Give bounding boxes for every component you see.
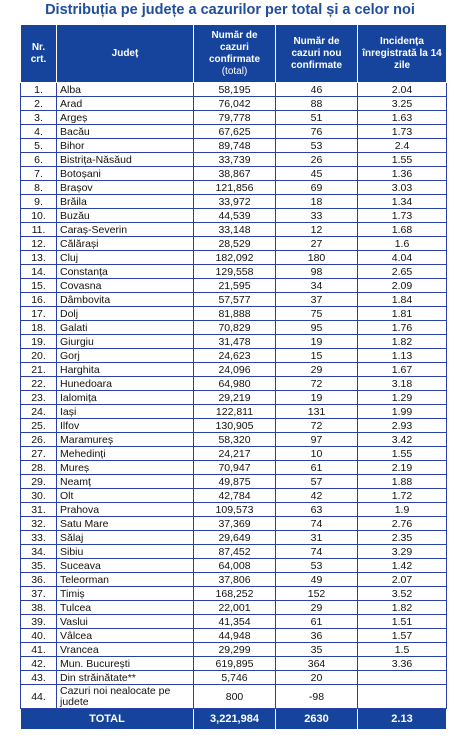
- row-judet: Iași: [57, 405, 194, 419]
- row-nr: 42.: [21, 657, 57, 671]
- table-header-row: [21, 25, 447, 83]
- row-confirmate: 24,096: [194, 363, 276, 377]
- row-noi: 42: [276, 489, 358, 503]
- table-row: [21, 671, 447, 685]
- table-row: [21, 475, 447, 489]
- row-nr: 16.: [21, 293, 57, 307]
- table-row: [21, 643, 447, 657]
- header-confirmate-label: Număr de cazuri confirmate: [208, 29, 261, 65]
- row-confirmate: 24,623: [194, 349, 276, 363]
- table-row: [21, 657, 447, 671]
- row-noi: 74: [276, 517, 358, 531]
- row-incidenta: [358, 671, 447, 685]
- row-noi: 74: [276, 545, 358, 559]
- row-judet: Maramureș: [57, 433, 194, 447]
- row-judet: Olt: [57, 489, 194, 503]
- row-confirmate: 24,217: [194, 447, 276, 461]
- row-noi: 45: [276, 167, 358, 181]
- table-row: [21, 517, 447, 531]
- table-row: [21, 321, 447, 335]
- row-noi: 29: [276, 363, 358, 377]
- row-noi: 37: [276, 293, 358, 307]
- row-judet: Brăila: [57, 195, 194, 209]
- row-incidenta: 1.9: [358, 503, 447, 517]
- row-judet: Covasna: [57, 279, 194, 293]
- row-judet: Dolj: [57, 307, 194, 321]
- row-incidenta: 1.73: [358, 125, 447, 139]
- row-nr: 7.: [21, 167, 57, 181]
- row-noi: 29: [276, 601, 358, 615]
- row-confirmate: 33,739: [194, 153, 276, 167]
- row-noi: 53: [276, 559, 358, 573]
- row-incidenta: 1.6: [358, 237, 447, 251]
- row-confirmate: 29,649: [194, 531, 276, 545]
- row-noi: 180: [276, 251, 358, 265]
- row-confirmate: 44,948: [194, 629, 276, 643]
- row-noi: 18: [276, 195, 358, 209]
- row-noi: 57: [276, 475, 358, 489]
- table-row: [21, 209, 447, 223]
- row-judet: Neamț: [57, 475, 194, 489]
- table-row: [21, 447, 447, 461]
- table-row: [21, 405, 447, 419]
- row-incidenta: 1.34: [358, 195, 447, 209]
- table-row: [21, 223, 447, 237]
- row-confirmate: 87,452: [194, 545, 276, 559]
- table-row: [21, 265, 447, 279]
- row-incidenta: 1.88: [358, 475, 447, 489]
- row-noi: 364: [276, 657, 358, 671]
- row-confirmate: 182,092: [194, 251, 276, 265]
- row-nr: 28.: [21, 461, 57, 475]
- row-judet: Suceava: [57, 559, 194, 573]
- row-incidenta: 2.76: [358, 517, 447, 531]
- row-incidenta: 1.57: [358, 629, 447, 643]
- row-nr: 3.: [21, 111, 57, 125]
- row-incidenta: 1.99: [358, 405, 447, 419]
- row-noi: 34: [276, 279, 358, 293]
- row-confirmate: 168,252: [194, 587, 276, 601]
- table-row: [21, 237, 447, 251]
- row-judet: Constanța: [57, 265, 194, 279]
- row-confirmate: 76,042: [194, 97, 276, 111]
- row-incidenta: [358, 685, 447, 709]
- table-row: [21, 111, 447, 125]
- row-judet: Cazuri noi nealocate pe judete: [57, 685, 194, 709]
- row-confirmate: 42,784: [194, 489, 276, 503]
- table-row: [21, 153, 447, 167]
- row-nr: 29.: [21, 475, 57, 489]
- row-judet: Mehedinți: [57, 447, 194, 461]
- row-incidenta: 1.82: [358, 335, 447, 349]
- row-nr: 18.: [21, 321, 57, 335]
- row-confirmate: 81,888: [194, 307, 276, 321]
- row-noi: 27: [276, 237, 358, 251]
- row-incidenta: 1.63: [358, 111, 447, 125]
- row-incidenta: 1.81: [358, 307, 447, 321]
- table-row: [21, 139, 447, 153]
- header-judet: Județ: [57, 25, 194, 83]
- row-incidenta: 1.29: [358, 391, 447, 405]
- row-incidenta: 1.55: [358, 153, 447, 167]
- total-row: [21, 709, 447, 730]
- table-row: [21, 125, 447, 139]
- row-confirmate: 70,947: [194, 461, 276, 475]
- row-nr: 5.: [21, 139, 57, 153]
- row-incidenta: 1.55: [358, 447, 447, 461]
- row-noi: 88: [276, 97, 358, 111]
- row-judet: Gorj: [57, 349, 194, 363]
- header-incidenta: Incidența înregistrată la 14 zile: [358, 25, 447, 83]
- table-row: [21, 587, 447, 601]
- row-confirmate: 33,972: [194, 195, 276, 209]
- row-nr: 31.: [21, 503, 57, 517]
- row-incidenta: 1.84: [358, 293, 447, 307]
- row-judet: Prahova: [57, 503, 194, 517]
- row-noi: 51: [276, 111, 358, 125]
- row-nr: 6.: [21, 153, 57, 167]
- row-noi: 10: [276, 447, 358, 461]
- table-row: [21, 601, 447, 615]
- table-row: [21, 391, 447, 405]
- row-nr: 21.: [21, 363, 57, 377]
- row-judet: Mureș: [57, 461, 194, 475]
- header-confirmate: [194, 25, 276, 83]
- row-noi: 49: [276, 573, 358, 587]
- row-noi: 46: [276, 83, 358, 97]
- row-incidenta: 1.73: [358, 209, 447, 223]
- row-confirmate: 44,539: [194, 209, 276, 223]
- row-nr: 43.: [21, 671, 57, 685]
- row-nr: 24.: [21, 405, 57, 419]
- row-judet: Bistrița-Năsăud: [57, 153, 194, 167]
- row-nr: 10.: [21, 209, 57, 223]
- row-confirmate: 22,001: [194, 601, 276, 615]
- table-row: [21, 503, 447, 517]
- row-confirmate: 37,806: [194, 573, 276, 587]
- row-judet: Bihor: [57, 139, 194, 153]
- row-confirmate: 5,746: [194, 671, 276, 685]
- table-row: [21, 279, 447, 293]
- row-confirmate: 64,008: [194, 559, 276, 573]
- row-nr: 19.: [21, 335, 57, 349]
- table-body: [21, 83, 447, 709]
- row-confirmate: 57,577: [194, 293, 276, 307]
- row-nr: 4.: [21, 125, 57, 139]
- row-confirmate: 130,905: [194, 419, 276, 433]
- row-confirmate: 21,595: [194, 279, 276, 293]
- row-confirmate: 79,778: [194, 111, 276, 125]
- row-judet: Vaslui: [57, 615, 194, 629]
- row-nr: 22.: [21, 377, 57, 391]
- row-noi: 31: [276, 531, 358, 545]
- table-row: [21, 335, 447, 349]
- row-judet: Din străinătate**: [57, 671, 194, 685]
- table-row: [21, 531, 447, 545]
- row-incidenta: 1.13: [358, 349, 447, 363]
- table-row: [21, 615, 447, 629]
- row-nr: 23.: [21, 391, 57, 405]
- row-noi: 72: [276, 377, 358, 391]
- row-incidenta: 3.36: [358, 657, 447, 671]
- table-row: [21, 377, 447, 391]
- row-noi: 61: [276, 615, 358, 629]
- row-incidenta: 1.68: [358, 223, 447, 237]
- row-nr: 12.: [21, 237, 57, 251]
- row-nr: 8.: [21, 181, 57, 195]
- row-judet: Călărași: [57, 237, 194, 251]
- row-confirmate: 121,856: [194, 181, 276, 195]
- row-judet: Ilfov: [57, 419, 194, 433]
- row-incidenta: 1.42: [358, 559, 447, 573]
- row-confirmate: 41,354: [194, 615, 276, 629]
- row-nr: 30.: [21, 489, 57, 503]
- cases-table: [20, 24, 447, 730]
- row-judet: Tulcea: [57, 601, 194, 615]
- row-judet: Satu Mare: [57, 517, 194, 531]
- table-row: [21, 83, 447, 97]
- total-label: TOTAL: [21, 709, 194, 730]
- row-incidenta: 3.25: [358, 97, 447, 111]
- row-judet: Botoșani: [57, 167, 194, 181]
- row-confirmate: 800: [194, 685, 276, 709]
- table-row: [21, 167, 447, 181]
- row-nr: 2.: [21, 97, 57, 111]
- row-nr: 32.: [21, 517, 57, 531]
- row-judet: Bacău: [57, 125, 194, 139]
- table-row: [21, 181, 447, 195]
- row-confirmate: 67,625: [194, 125, 276, 139]
- table-row: [21, 307, 447, 321]
- row-nr: 44.: [21, 685, 57, 709]
- row-incidenta: 2.65: [358, 265, 447, 279]
- row-confirmate: 29,219: [194, 391, 276, 405]
- row-nr: 1.: [21, 83, 57, 97]
- table-row: [21, 419, 447, 433]
- row-incidenta: 3.03: [358, 181, 447, 195]
- table-row: [21, 97, 447, 111]
- row-noi: 61: [276, 461, 358, 475]
- row-noi: 98: [276, 265, 358, 279]
- row-judet: Ialomița: [57, 391, 194, 405]
- row-noi: 95: [276, 321, 358, 335]
- table-row: [21, 349, 447, 363]
- row-nr: 41.: [21, 643, 57, 657]
- row-confirmate: 28,529: [194, 237, 276, 251]
- row-judet: Vâlcea: [57, 629, 194, 643]
- row-incidenta: 3.52: [358, 587, 447, 601]
- row-noi: 131: [276, 405, 358, 419]
- total-incidenta: 2.13: [358, 709, 447, 730]
- row-confirmate: 619,895: [194, 657, 276, 671]
- row-confirmate: 109,573: [194, 503, 276, 517]
- row-judet: Giurgiu: [57, 335, 194, 349]
- row-noi: -98: [276, 685, 358, 709]
- table-row: [21, 573, 447, 587]
- row-incidenta: 2.07: [358, 573, 447, 587]
- row-nr: 17.: [21, 307, 57, 321]
- row-confirmate: 33,148: [194, 223, 276, 237]
- row-nr: 35.: [21, 559, 57, 573]
- row-incidenta: 1.67: [358, 363, 447, 377]
- row-nr: 40.: [21, 629, 57, 643]
- row-noi: 19: [276, 335, 358, 349]
- page-title: Distribuția pe județe a cazurilor per total și a celor noi: [45, 2, 415, 18]
- row-incidenta: 1.76: [358, 321, 447, 335]
- row-noi: 63: [276, 503, 358, 517]
- row-noi: 35: [276, 643, 358, 657]
- row-judet: Hunedoara: [57, 377, 194, 391]
- row-nr: 37.: [21, 587, 57, 601]
- row-incidenta: 2.35: [358, 531, 447, 545]
- row-judet: Alba: [57, 83, 194, 97]
- table-row: [21, 545, 447, 559]
- row-judet: Sălaj: [57, 531, 194, 545]
- row-confirmate: 64,980: [194, 377, 276, 391]
- table-row: [21, 293, 447, 307]
- row-judet: Sibiu: [57, 545, 194, 559]
- row-incidenta: 3.18: [358, 377, 447, 391]
- row-nr: 20.: [21, 349, 57, 363]
- row-noi: 12: [276, 223, 358, 237]
- row-noi: 53: [276, 139, 358, 153]
- total-confirmate: 3,221,984: [194, 709, 276, 730]
- row-judet: Cluj: [57, 251, 194, 265]
- row-nr: 9.: [21, 195, 57, 209]
- row-noi: 19: [276, 391, 358, 405]
- row-nr: 34.: [21, 545, 57, 559]
- row-confirmate: 49,875: [194, 475, 276, 489]
- row-noi: 36: [276, 629, 358, 643]
- row-nr: 26.: [21, 433, 57, 447]
- row-judet: Caraș-Severin: [57, 223, 194, 237]
- row-nr: 33.: [21, 531, 57, 545]
- row-incidenta: 2.93: [358, 419, 447, 433]
- row-confirmate: 70,829: [194, 321, 276, 335]
- row-incidenta: 4.04: [358, 251, 447, 265]
- row-judet: Teleorman: [57, 573, 194, 587]
- row-nr: 39.: [21, 615, 57, 629]
- row-noi: 33: [276, 209, 358, 223]
- row-incidenta: 1.51: [358, 615, 447, 629]
- row-noi: 97: [276, 433, 358, 447]
- row-judet: Buzău: [57, 209, 194, 223]
- table-row: [21, 363, 447, 377]
- row-nr: 13.: [21, 251, 57, 265]
- row-confirmate: 58,320: [194, 433, 276, 447]
- row-incidenta: 2.04: [358, 83, 447, 97]
- row-nr: 14.: [21, 265, 57, 279]
- row-incidenta: 3.29: [358, 545, 447, 559]
- row-noi: 20: [276, 671, 358, 685]
- row-noi: 26: [276, 153, 358, 167]
- row-confirmate: 129,558: [194, 265, 276, 279]
- row-incidenta: 1.5: [358, 643, 447, 657]
- table-row: [21, 559, 447, 573]
- row-incidenta: 1.82: [358, 601, 447, 615]
- row-confirmate: 37,369: [194, 517, 276, 531]
- row-confirmate: 38,867: [194, 167, 276, 181]
- table-row: [21, 461, 447, 475]
- row-judet: Mun. București: [57, 657, 194, 671]
- row-confirmate: 89,748: [194, 139, 276, 153]
- row-judet: Dâmbovita: [57, 293, 194, 307]
- row-confirmate: 31,478: [194, 335, 276, 349]
- row-incidenta: 1.36: [358, 167, 447, 181]
- row-confirmate: 122,811: [194, 405, 276, 419]
- table-row: [21, 685, 447, 709]
- row-noi: 76: [276, 125, 358, 139]
- row-judet: Timiș: [57, 587, 194, 601]
- header-confirmate-sub: (total): [221, 65, 248, 77]
- total-noi: 2630: [276, 709, 358, 730]
- row-nr: 27.: [21, 447, 57, 461]
- row-judet: Brașov: [57, 181, 194, 195]
- table-row: [21, 251, 447, 265]
- table-row: [21, 433, 447, 447]
- header-noi: Număr de cazuri nou confirmate: [276, 25, 358, 83]
- row-nr: 15.: [21, 279, 57, 293]
- table-row: [21, 489, 447, 503]
- header-nr: Nr. crt.: [21, 25, 57, 83]
- row-confirmate: 29,299: [194, 643, 276, 657]
- row-judet: Vrancea: [57, 643, 194, 657]
- row-incidenta: 2.19: [358, 461, 447, 475]
- row-judet: Galati: [57, 321, 194, 335]
- row-noi: 152: [276, 587, 358, 601]
- table-row: [21, 629, 447, 643]
- row-nr: 11.: [21, 223, 57, 237]
- row-confirmate: 58,195: [194, 83, 276, 97]
- row-incidenta: 2.4: [358, 139, 447, 153]
- row-incidenta: 1.72: [358, 489, 447, 503]
- table-row: [21, 195, 447, 209]
- row-judet: Argeș: [57, 111, 194, 125]
- row-noi: 15: [276, 349, 358, 363]
- row-nr: 25.: [21, 419, 57, 433]
- row-noi: 72: [276, 419, 358, 433]
- row-judet: Harghita: [57, 363, 194, 377]
- row-noi: 75: [276, 307, 358, 321]
- row-nr: 38.: [21, 601, 57, 615]
- row-noi: 69: [276, 181, 358, 195]
- row-incidenta: 3.42: [358, 433, 447, 447]
- row-judet: Arad: [57, 97, 194, 111]
- row-nr: 36.: [21, 573, 57, 587]
- row-incidenta: 2.09: [358, 279, 447, 293]
